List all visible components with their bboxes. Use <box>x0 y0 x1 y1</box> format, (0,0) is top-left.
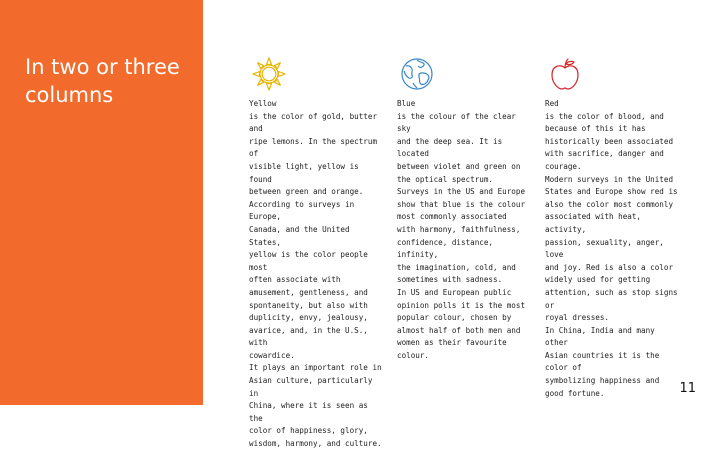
column-body-text: is the color of gold, butter and ripe lemons. In the spectrum of visible light, yellow is found between green and orange. According to surveys in Europe, Canada, and the United States, yellow is the color people most often associate with amusement, gentleness, and spontaneity, but also with duplicity, envy, jealousy, avarice, and, in the U.S., with cowardice. It plays an important role in Asian culture, particularly in China, where it is seen as the color of happiness, glory, wisdom, harmony, and culture. <box>249 111 382 449</box>
column-red <box>545 56 680 400</box>
sun-icon <box>251 56 287 92</box>
column-body-text: is the color of blood, and because of this it has historically been associated with sacrifice, danger and courage. Modern surveys in the United States and Europe show red is also the color most commonly associated with heat, activity, passion, sexuality, anger, love and joy. Red is also a color widely used for getting attention, such as stop signs or royal dresses. In China, India and many other Asian countries it is the color of symbolizing happiness and good fortune. <box>545 111 678 398</box>
apple-icon <box>547 56 583 92</box>
sidebar-panel <box>0 0 203 405</box>
column-body-text: is the colour of the clear sky and the deep sea. It is located between violet and green on the optical spectrum. Surveys in the US and Europe show that blue is the colour most commonly associated with harmony, faithfulness, confidence, distance, infinity, the imagination, cold, and sometimes with sadness. In US and European public opinion polls it is the most popular colour, chosen by almost half of both men and women as their favourite colour. <box>397 111 526 360</box>
column-yellow <box>249 56 384 451</box>
column-heading: Blue <box>397 99 416 108</box>
globe-icon <box>399 56 435 92</box>
slide-title: In two or three columns <box>25 55 180 107</box>
column-heading: Red <box>545 99 559 108</box>
column-heading: Yellow <box>249 99 277 108</box>
page-number: 11 <box>679 381 696 396</box>
column-blue <box>397 56 532 362</box>
